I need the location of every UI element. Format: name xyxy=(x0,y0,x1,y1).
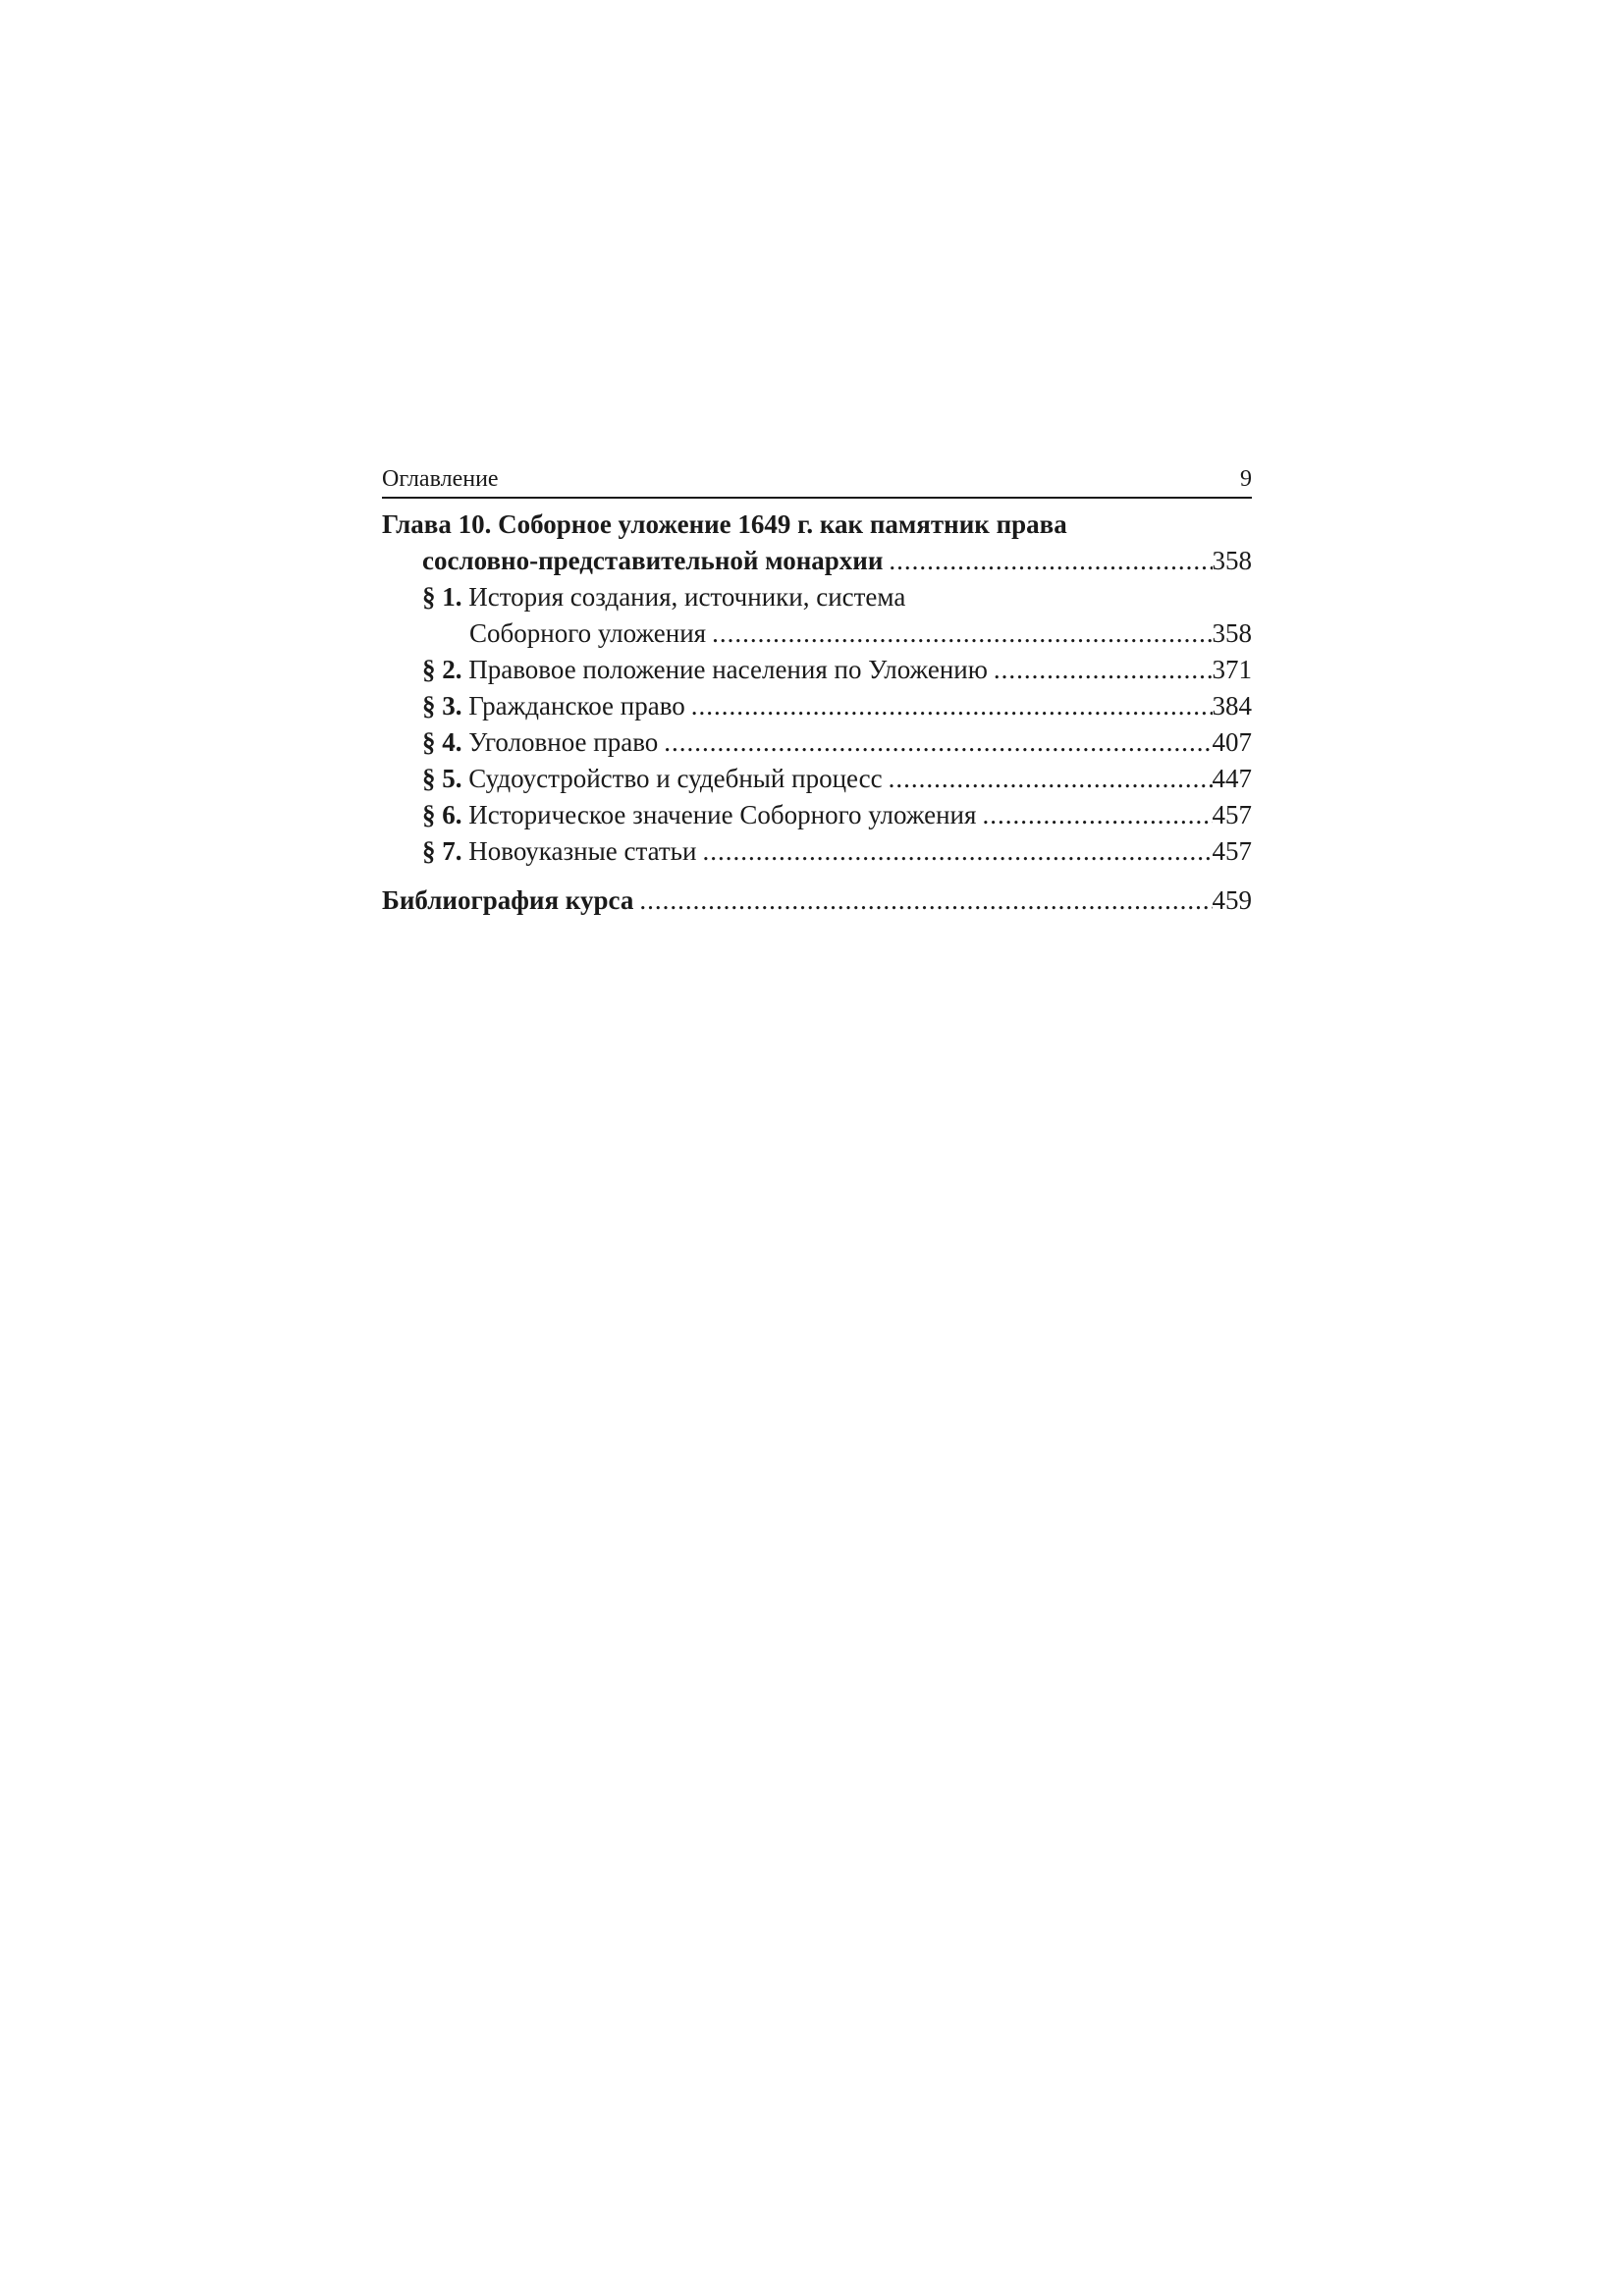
running-head xyxy=(382,461,1252,499)
section-number: § 7. xyxy=(422,836,462,866)
chapter-page-number: 358 xyxy=(1212,546,1252,575)
section-title: Уголовное право xyxy=(468,727,659,757)
chapter-title-line-2 xyxy=(382,543,1252,579)
dot-leader xyxy=(691,688,1213,724)
dot-leader xyxy=(889,761,1213,797)
section-page-number: 447 xyxy=(1212,764,1252,793)
section-page-number: 371 xyxy=(1212,655,1252,684)
section-title: Гражданское право xyxy=(468,691,685,721)
section-title: Судоустройство и судебный процесс xyxy=(468,764,883,793)
bibliography-page-number: 459 xyxy=(1212,885,1252,915)
section-title: Новоуказные статьи xyxy=(468,836,697,866)
dot-leader xyxy=(664,724,1212,761)
running-head-title: Оглавление xyxy=(382,466,499,492)
section-title: История создания, источники, система xyxy=(468,582,906,612)
chapter-title-line-1 xyxy=(382,507,1252,543)
toc-section-4[interactable] xyxy=(382,724,1252,761)
section-title: Правовое положение населения по Уложению xyxy=(468,655,988,684)
section-page-number: 384 xyxy=(1212,691,1252,721)
bibliography-line xyxy=(382,882,1252,919)
section-page-number: 457 xyxy=(1212,836,1252,866)
section-line-continued xyxy=(382,615,1252,652)
chapter-title: Глава 10. Соборное уложение 1649 г. как памятник права xyxy=(382,509,1067,539)
section-number: § 5. xyxy=(422,764,462,793)
section-number: § 1. xyxy=(422,582,462,612)
toc-section-7[interactable] xyxy=(382,833,1252,870)
page-content xyxy=(382,461,1252,919)
section-page-number: 457 xyxy=(1212,800,1252,829)
toc-section-5[interactable] xyxy=(382,761,1252,797)
dot-leader xyxy=(994,652,1213,688)
running-head-page-number: 9 xyxy=(1240,466,1252,492)
section-number: § 6. xyxy=(422,800,462,829)
dot-leader xyxy=(639,882,1212,919)
bibliography-label: Библиография курса xyxy=(382,885,634,915)
dot-leader xyxy=(712,615,1212,652)
toc-chapter-10[interactable] xyxy=(382,507,1252,579)
toc-section-6[interactable] xyxy=(382,797,1252,833)
toc-section-3[interactable] xyxy=(382,688,1252,724)
section-page-number: 358 xyxy=(1212,618,1252,648)
section-number: § 3. xyxy=(422,691,462,721)
toc-section-1[interactable] xyxy=(382,579,1252,652)
toc-section-2[interactable] xyxy=(382,652,1252,688)
section-title: Историческое значение Соборного уложения xyxy=(468,800,977,829)
dot-leader xyxy=(982,797,1212,833)
dot-leader xyxy=(889,543,1212,579)
section-number: § 2. xyxy=(422,655,462,684)
toc-bibliography[interactable] xyxy=(382,882,1252,919)
section-line xyxy=(382,579,1252,615)
section-page-number: 407 xyxy=(1212,727,1252,757)
section-title-continued: Соборного уложения xyxy=(469,618,707,648)
chapter-title-continued: сословно-представительной монархии xyxy=(422,546,884,575)
table-of-contents xyxy=(382,507,1252,919)
dot-leader xyxy=(702,833,1212,870)
section-number: § 4. xyxy=(422,727,462,757)
